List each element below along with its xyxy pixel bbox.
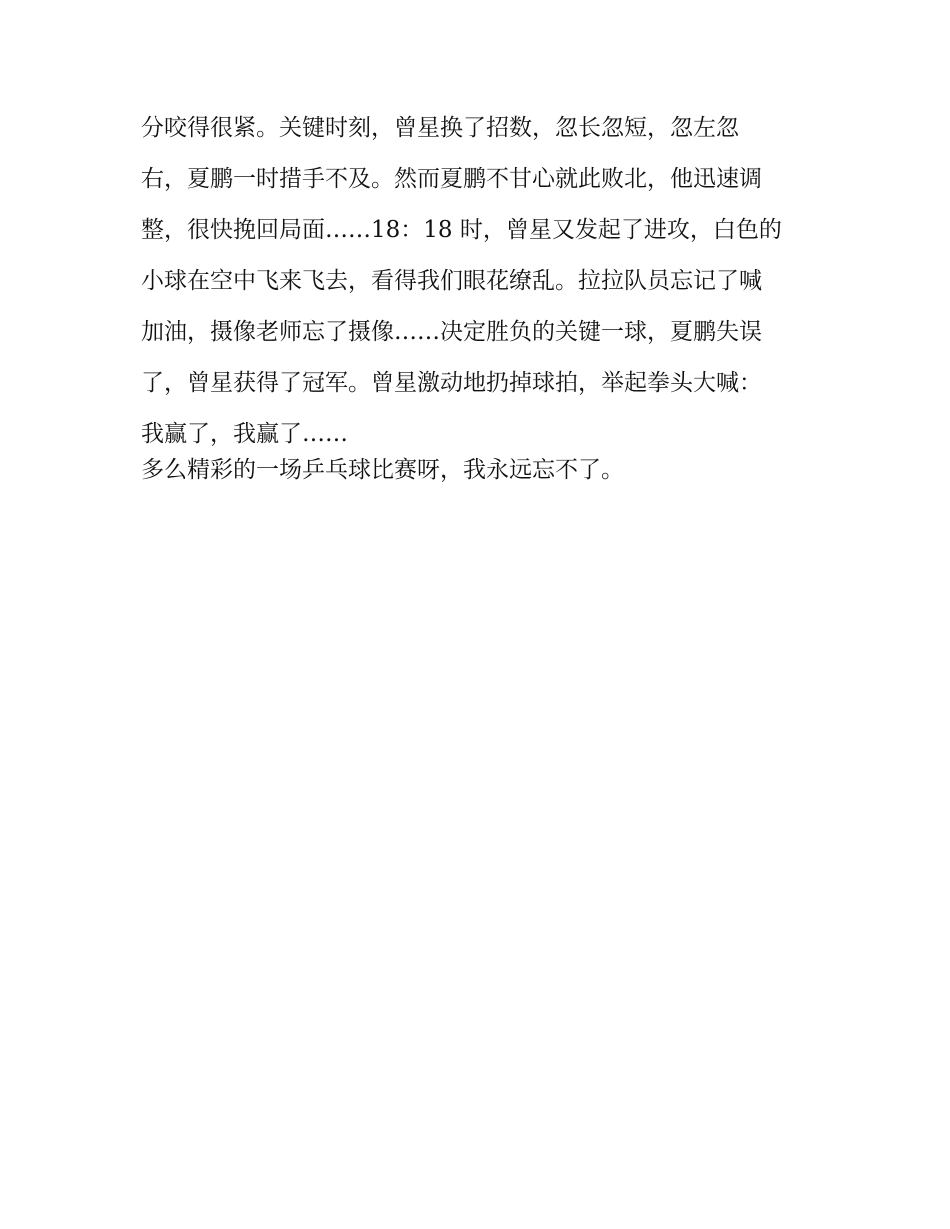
- text-line-5: 加油，摄像老师忘了摄像……决定胜负的关键一球，夏鹏失误: [141, 319, 762, 345]
- text-line-1: 分咬得很紧。关键时刻，曾星换了招数，忽长忽短，忽左忽: [141, 115, 739, 141]
- text-line-8: 多么精彩的一场乒乓球比赛呀，我永远忘不了。: [141, 457, 624, 483]
- text-line-7: 我赢了，我赢了……: [141, 421, 348, 447]
- text-line-4: 小球在空中飞来飞去，看得我们眼花缭乱。拉拉队员忘记了喊: [141, 268, 762, 294]
- text-line-2: 右，夏鹏一时措手不及。然而夏鹏不甘心就此败北，他迅速调: [141, 166, 762, 192]
- text-line-3: 整，很快挽回局面……18：18 时，曾星又发起了进攻，白色的: [141, 217, 782, 243]
- document-body: [141, 110, 821, 488]
- text-line-6: 了，曾星获得了冠军。曾星激动地扔掉球拍，举起拳头大喊：: [141, 370, 762, 396]
